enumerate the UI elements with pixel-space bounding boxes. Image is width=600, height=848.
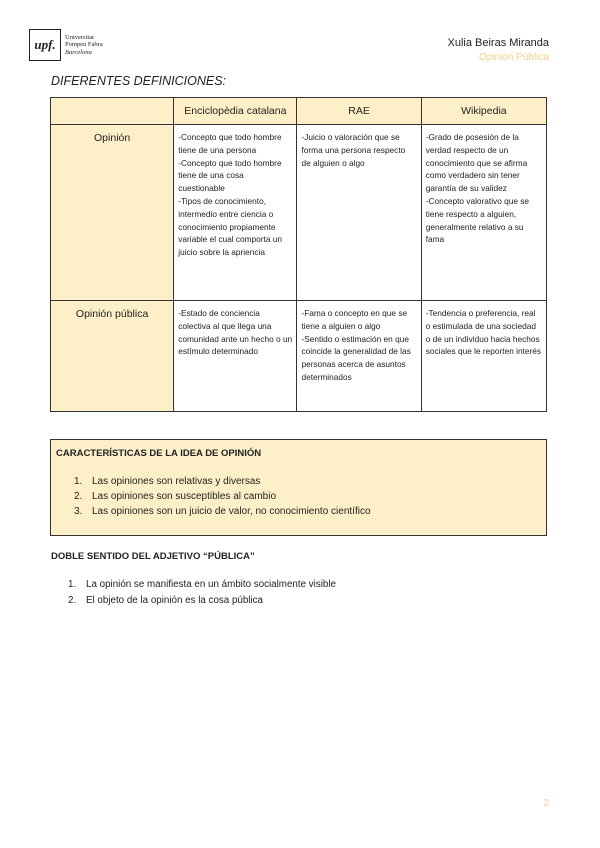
list-text: Las opiniones son relativas y diversas	[92, 476, 261, 487]
double-sense-title: DOBLE SENTIDO DEL ADJETIVO “PÚBLICA”	[51, 551, 255, 562]
table-cell: -Estado de conciencia colectiva al que llega una comunidad ante un hecho o un estímulo determinado	[174, 301, 297, 412]
course-name: Opinión Pública	[478, 52, 549, 63]
row-label: Opinión	[51, 125, 174, 301]
list-item	[68, 593, 336, 609]
double-sense-list	[68, 577, 336, 609]
table-header-row	[51, 98, 547, 125]
table-cell: -Concepto que todo hombre tiene de una persona -Concepto que todo hombre tiene de una cosa cuestionable -Tipos de conocimiento, intermedio entre ciencia o conocimiento propiamente variable el cual comporta un juicio sobre la apriencia	[174, 125, 297, 301]
list-text: Las opiniones son un juicio de valor, no conocimiento científico	[92, 506, 371, 517]
table-cell: -Fama o concepto en que se tiene a alguien o algo -Sentido o estimación en que coincide la generalidad de las personas acerca de asuntos determinados	[297, 301, 421, 412]
list-text: El objeto de la opinión es la cosa pública	[86, 595, 264, 606]
table-header-cell: Enciclopèdia catalana	[174, 98, 297, 125]
logo-line-2: Pompeu Fabra	[65, 41, 103, 49]
table-header-cell	[51, 98, 174, 125]
list-item	[74, 504, 371, 519]
section-title: DIFERENTES DEFINICIONES:	[51, 74, 227, 88]
list-number: 2.	[74, 491, 83, 502]
list-item	[74, 489, 371, 504]
table-cell: -Tendencia o preferencia, real o estimulada de una sociedad o de un individuo hacia hechos sociales que le reporten interés	[421, 301, 546, 412]
characteristics-list	[74, 474, 371, 519]
characteristics-box	[50, 439, 547, 536]
upf-logo	[29, 29, 103, 61]
list-item	[74, 474, 371, 489]
list-item	[68, 577, 336, 593]
list-text: Las opiniones son susceptibles al cambio	[92, 491, 276, 502]
list-text: La opinión se manifiesta en un ámbito socialmente visible	[86, 579, 336, 590]
logo-line-1: Universitat	[65, 33, 94, 41]
table-row	[51, 301, 547, 412]
logo-line-3: Barcelona	[65, 48, 92, 56]
characteristics-title: CARACTERÍSTICAS DE LA IDEA DE OPINIÓN	[56, 448, 262, 459]
list-number: 1.	[68, 579, 77, 590]
logo-mark: upf.	[29, 29, 61, 61]
table-cell: -Grado de posesión de la verdad respecto de un conocimiento que se afirma como verdadero sin tener garantía de su validez -Concepto valorativo que se tiene respecto a alguien, generalmente relativo a su fama	[421, 125, 546, 301]
table-header-cell: Wikipedia	[421, 98, 546, 125]
table-cell: -Juicio o valoración que se forma una persona respecto de alguien o algo	[297, 125, 421, 301]
page-number: 2	[543, 798, 549, 809]
table-row	[51, 125, 547, 301]
definitions-table	[50, 97, 547, 412]
table-header-cell: RAE	[297, 98, 421, 125]
list-number: 3.	[74, 506, 83, 517]
list-number: 2.	[68, 595, 77, 606]
row-label: Opinión pública	[51, 301, 174, 412]
author-name: Xulia Beiras Miranda	[447, 37, 549, 49]
logo-text	[65, 34, 103, 57]
list-number: 1.	[74, 476, 83, 487]
header-right	[448, 37, 550, 63]
